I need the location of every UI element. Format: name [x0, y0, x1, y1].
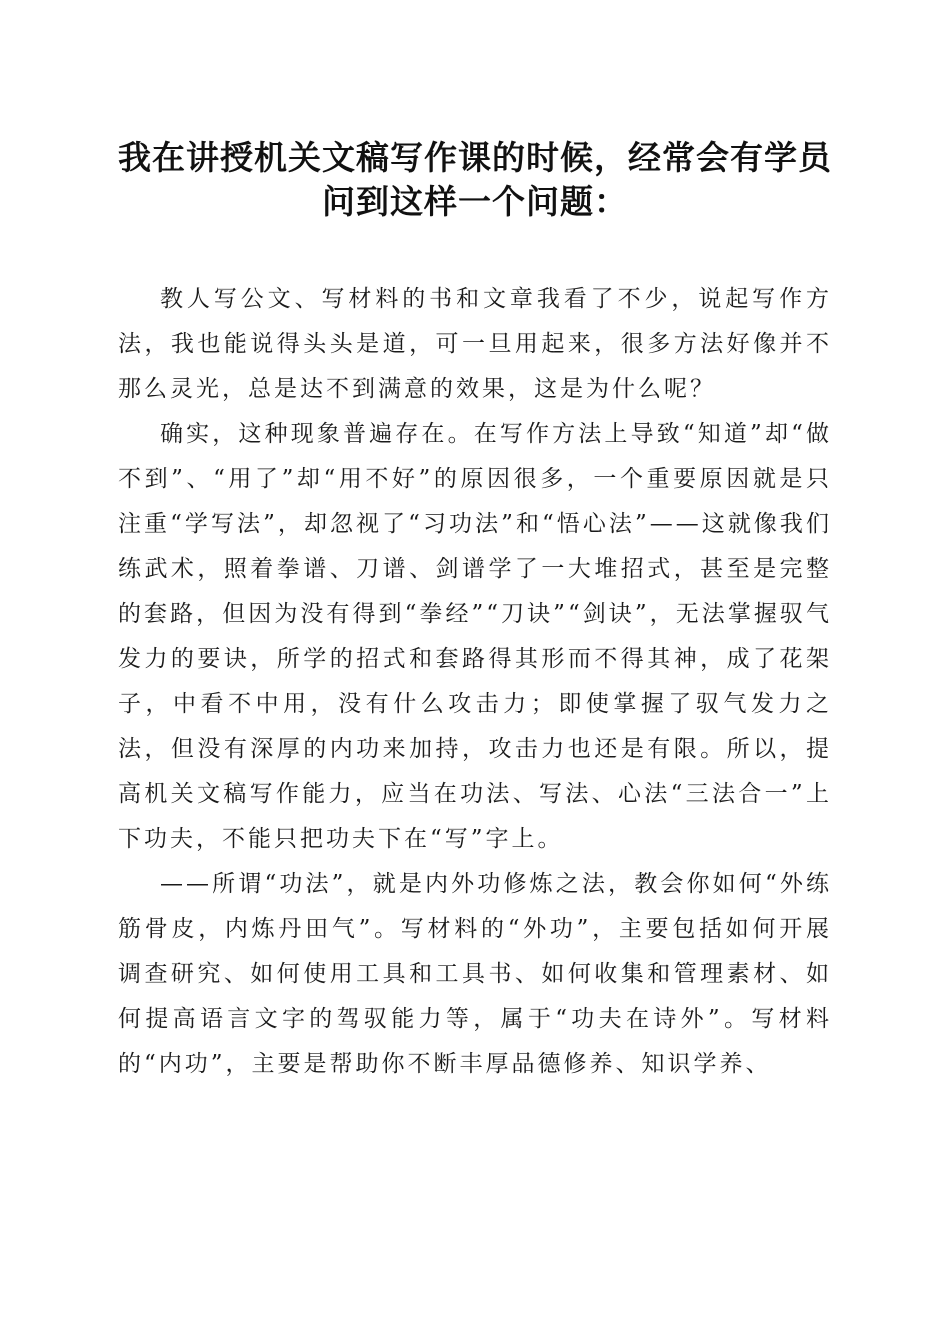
- document-body: [118, 277, 832, 1087]
- paragraph-3: ——所谓“功法”，就是内外功修炼之法，教会你如何“外练筋骨皮，内炼丹田气”。写材料的“外功”，主要包括如何开展调查研究、如何使用工具和工具书、如何收集和管理素材、如何提高语言文字的驾驭能力等，属于“功夫在诗外”。写材料的“内功”，主要是帮助你不断丰厚品德修养、知识学养、: [118, 871, 832, 1077]
- paragraph-2: 确实，这种现象普遍存在。在写作方法上导致“知道”却“做不到”、“用了”却“用不好”的原因很多，一个重要原因就是只注重“学写法”，却忽视了“习功法”和“悟心法”——这就像我们练武术，照着拳谱、刀谱、剑谱学了一大堆招式，甚至是完整的套路，但因为没有得到“拳经”“刀诀”“剑诀”，无法掌握驭气发力的要诀，所学的招式和套路得其形而不得其神，成了花架子，中看不中用，没有什么攻击力；即使掌握了驭气发力之法，但没有深厚的内功来加持，攻击力也还是有限。所以，提高机关文稿写作能力，应当在功法、写法、心法“三法合一”上下功夫，不能只把功夫下在“写”字上。: [118, 421, 832, 852]
- document-title: 我在讲授机关文稿写作课的时候，经常会有学员问到这样一个问题：: [118, 138, 832, 221]
- paragraph-1: 教人写公文、写材料的书和文章我看了不少，说起写作方法，我也能说得头头是道，可一旦用起来，很多方法好像并不那么灵光，总是达不到满意的效果，这是为什么呢？: [118, 286, 832, 402]
